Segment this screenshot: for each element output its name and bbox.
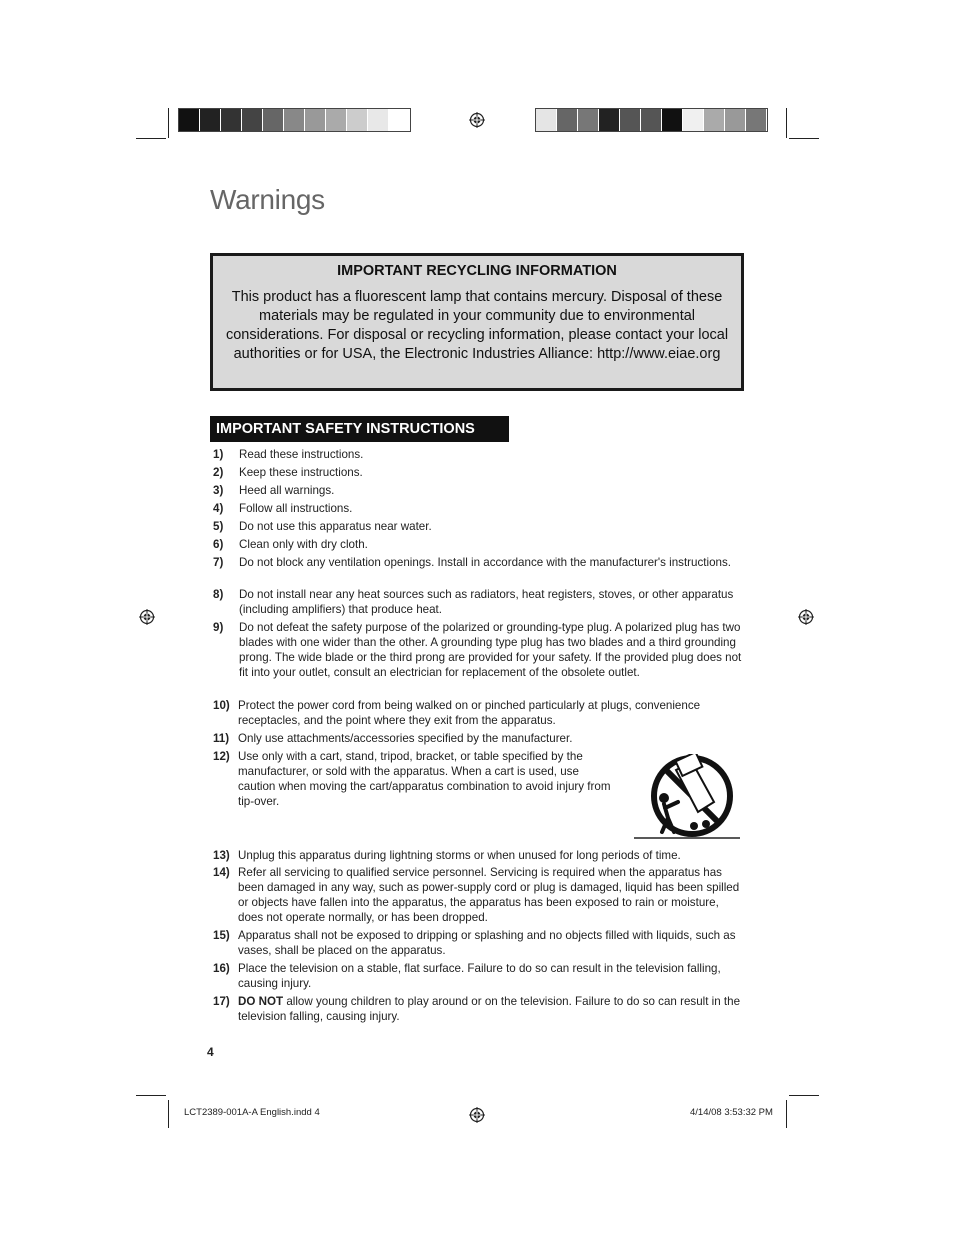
page-title: Warnings <box>210 184 325 215</box>
recycling-info-box <box>210 253 744 391</box>
color-swatch <box>242 109 263 131</box>
color-swatch <box>221 109 242 131</box>
item-text: Place the television on a stable, flat surface. Failure to do so can result in the television falling, causing injury. <box>238 962 721 990</box>
color-swatch <box>200 109 221 131</box>
item-text: Do not defeat the safety purpose of the polarized or grounding-type plug. A polarized plug has two blades with one wider than the other. A grounding type plug has two blades and a third grounding prong. The wide blade or the third prong are provided for your safety. If the provided plug does not fit into your outlet, consult an electrician for replacement of the obsolete outlet. <box>239 621 742 679</box>
color-swatch <box>536 109 557 131</box>
crop-mark <box>136 1095 166 1096</box>
item-text-rest: allow young children to play around or on the television. Failure to do so can result in the television falling, causing injury. <box>238 995 741 1023</box>
color-swatch <box>620 109 641 131</box>
recycling-heading: IMPORTANT RECYCLING INFORMATION <box>337 263 617 279</box>
registration-mark-icon <box>469 1107 485 1123</box>
color-swatch <box>389 109 410 131</box>
crop-mark <box>786 1100 787 1128</box>
item-number: 13) <box>213 849 230 862</box>
item-text: Protect the power cord from being walked on or pinched particularly at plugs, convenience receptacles, and the point where they exit from the apparatus. <box>238 699 701 727</box>
item-number: 7) <box>213 556 224 569</box>
color-bar-left <box>178 108 411 132</box>
crop-mark <box>168 1100 169 1128</box>
color-swatch <box>725 109 746 131</box>
list-item <box>213 483 745 498</box>
color-swatch <box>746 109 767 131</box>
item-number: 11) <box>213 732 230 745</box>
list-item <box>213 555 745 570</box>
item-number: 1) <box>213 448 224 461</box>
registration-mark-icon <box>798 609 814 625</box>
recycling-body: This product has a fluorescent lamp that contains mercury. Disposal of these materials may be regulated in your community due to environmental considerations. For disposal or recycling information, please contact your local authorities or for USA, the Electronic Industries Alliance: http://www.eiae.org <box>225 289 729 362</box>
crop-mark <box>789 138 819 139</box>
item-text: Only use attachments/accessories specified by the manufacturer. <box>238 732 573 745</box>
item-text: Apparatus shall not be exposed to dripping or splashing and no objects filled with liquids, such as vases, shall be placed on the apparatus. <box>238 929 736 957</box>
cart-tip-over-warning-icon <box>634 754 740 840</box>
color-swatch <box>599 109 620 131</box>
list-item <box>213 698 745 728</box>
list-item <box>213 501 745 516</box>
color-swatch <box>263 109 284 131</box>
list-item <box>213 928 745 958</box>
item-number: 15) <box>213 929 230 942</box>
color-swatch <box>641 109 662 131</box>
page-number: 4 <box>207 1045 214 1059</box>
item-number: 8) <box>213 588 224 601</box>
slug-filename: LCT2389-001A-A English.indd 4 <box>184 1107 320 1118</box>
color-swatch <box>326 109 347 131</box>
item-number: 2) <box>213 466 224 479</box>
crop-mark <box>136 138 166 139</box>
list-item <box>213 994 745 1024</box>
item-number: 3) <box>213 484 224 497</box>
color-swatch <box>179 109 200 131</box>
item-number: 14) <box>213 866 230 879</box>
item-number: 5) <box>213 520 224 533</box>
item-text: Heed all warnings. <box>239 484 335 497</box>
item-text: Use only with a cart, stand, tripod, bracket, or table specified by the manufacturer, or sold with the apparatus. When a cart is used, use caution when moving the cart/apparatus combination to avoid injury from tip-over. <box>238 750 611 808</box>
item-number: 12) <box>213 750 230 763</box>
item-text: Do not block any ventilation openings. Install in accordance with the manufacturer's instructions. <box>239 556 731 569</box>
color-swatch <box>284 109 305 131</box>
item-text: Clean only with dry cloth. <box>239 538 368 551</box>
list-item <box>213 465 745 480</box>
crop-mark <box>168 108 169 138</box>
list-item <box>213 865 745 925</box>
slug-datetime: 4/14/08 3:53:32 PM <box>690 1107 773 1118</box>
registration-mark-icon <box>139 609 155 625</box>
item-text: Do not install near any heat sources such as radiators, heat registers, stoves, or other apparatus (including amplifiers) that produce heat. <box>239 588 734 616</box>
item-text: Refer all servicing to qualified service personnel. Servicing is required when the apparatus has been damaged in any way, such as power-supply cord or plug is damaged, liquid has been spilled or objects have fallen into the apparatus, the apparatus has been exposed to rain or moisture, does not operate normally, or has been dropped. <box>238 866 740 924</box>
item-number: 16) <box>213 962 230 975</box>
item-text: Follow all instructions. <box>239 502 353 515</box>
registration-mark-icon <box>469 112 485 128</box>
list-item <box>213 749 615 809</box>
item-number: 6) <box>213 538 224 551</box>
item-number: 17) <box>213 995 230 1008</box>
item-text: Read these instructions. <box>239 448 364 461</box>
list-item <box>213 587 745 617</box>
list-item <box>213 731 745 746</box>
color-swatch <box>578 109 599 131</box>
item-number: 10) <box>213 699 230 712</box>
color-swatch <box>557 109 578 131</box>
crop-mark <box>786 108 787 138</box>
item-text: Keep these instructions. <box>239 466 363 479</box>
color-bar-right <box>535 108 768 132</box>
list-item <box>213 961 745 991</box>
safety-heading: IMPORTANT SAFETY INSTRUCTIONS <box>210 416 509 442</box>
list-item <box>213 447 745 462</box>
list-item <box>213 519 745 534</box>
item-number: 4) <box>213 502 224 515</box>
list-item <box>213 537 745 552</box>
color-swatch <box>683 109 704 131</box>
crop-mark <box>789 1095 819 1096</box>
item-text: Do not use this apparatus near water. <box>239 520 432 533</box>
color-swatch <box>347 109 368 131</box>
item-number: 9) <box>213 621 224 634</box>
color-swatch <box>704 109 725 131</box>
color-swatch <box>368 109 389 131</box>
color-swatch <box>305 109 326 131</box>
color-swatch <box>662 109 683 131</box>
item-text <box>238 994 745 1024</box>
list-item <box>213 848 745 863</box>
item-emphasis: DO NOT <box>238 995 284 1008</box>
item-text: Unplug this apparatus during lightning storms or when unused for long periods of time. <box>238 849 681 862</box>
list-item <box>213 620 745 680</box>
